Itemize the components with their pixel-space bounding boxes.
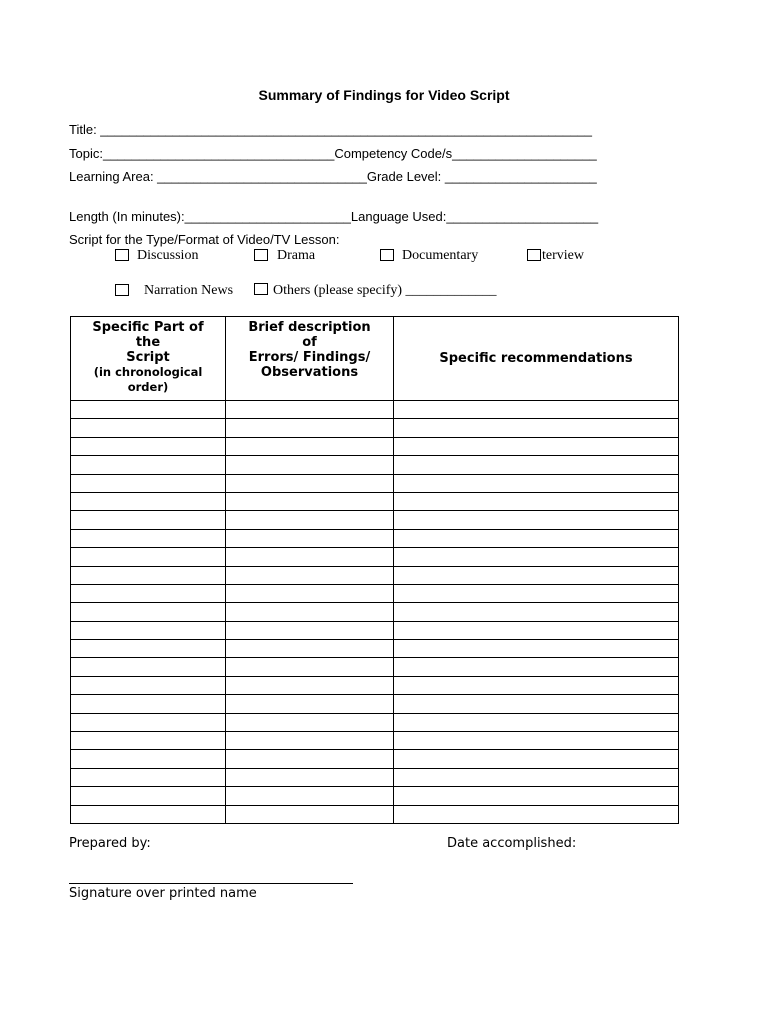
- table-cell[interactable]: [71, 456, 226, 474]
- header-line: the: [135, 335, 161, 350]
- narration-news-label: Narration News: [144, 283, 234, 298]
- others-label[interactable]: Others (please specify) _____________: [273, 283, 497, 298]
- table-cell[interactable]: [71, 732, 226, 750]
- header-line: Observations: [260, 365, 359, 380]
- documentary-label: Documentary: [402, 248, 479, 263]
- table-cell[interactable]: [394, 456, 679, 474]
- others-checkbox[interactable]: [254, 283, 268, 295]
- table-cell[interactable]: [226, 621, 394, 639]
- table-row: [71, 401, 679, 419]
- table-row: [71, 805, 679, 823]
- table-row: [71, 511, 679, 529]
- header-line: (in chronological: [93, 365, 203, 379]
- table-cell[interactable]: [71, 437, 226, 455]
- table-cell[interactable]: [71, 401, 226, 419]
- table-row: [71, 492, 679, 510]
- table-cell[interactable]: [71, 713, 226, 731]
- table-cell[interactable]: [71, 603, 226, 621]
- table-cell[interactable]: [226, 401, 394, 419]
- table-row: [71, 750, 679, 768]
- table-row: [71, 419, 679, 437]
- table-cell[interactable]: [394, 768, 679, 786]
- table-row: [71, 584, 679, 602]
- table-cell[interactable]: [226, 640, 394, 658]
- table-cell[interactable]: [226, 529, 394, 547]
- title-field[interactable]: Title: ____________________________________________________________________: [69, 122, 592, 137]
- signature-line[interactable]: [69, 883, 353, 884]
- table-cell[interactable]: [394, 437, 679, 455]
- table-cell[interactable]: [394, 787, 679, 805]
- table-cell[interactable]: [394, 695, 679, 713]
- table-cell[interactable]: [71, 787, 226, 805]
- table-cell[interactable]: [394, 529, 679, 547]
- table-cell[interactable]: [394, 492, 679, 510]
- table-cell[interactable]: [394, 621, 679, 639]
- table-cell[interactable]: [71, 640, 226, 658]
- table-cell[interactable]: [394, 640, 679, 658]
- table-cell[interactable]: [394, 732, 679, 750]
- table-cell[interactable]: [226, 566, 394, 584]
- table-cell[interactable]: [71, 676, 226, 694]
- header-line: Specific Part of: [92, 320, 204, 335]
- table-cell[interactable]: [71, 474, 226, 492]
- table-cell[interactable]: [71, 548, 226, 566]
- table-cell[interactable]: [71, 621, 226, 639]
- page-title: Summary of Findings for Video Script: [258, 87, 510, 103]
- discussion-label: Discussion: [137, 248, 199, 263]
- table-cell[interactable]: [394, 750, 679, 768]
- table-row: [71, 529, 679, 547]
- table-cell[interactable]: [226, 658, 394, 676]
- script-type-label: Script for the Type/Format of Video/TV Lesson:: [69, 232, 340, 247]
- header-line: order): [127, 380, 169, 394]
- table-cell[interactable]: [226, 603, 394, 621]
- table-cell[interactable]: [226, 584, 394, 602]
- learning-area-grade-field[interactable]: Learning Area: _____________________________Grade Level: _____________________: [69, 169, 597, 184]
- table-cell[interactable]: [71, 584, 226, 602]
- table-row: [71, 713, 679, 731]
- header-line: of: [302, 335, 317, 350]
- discussion-checkbox[interactable]: [115, 249, 129, 261]
- table-row: [71, 437, 679, 455]
- table-row: [71, 732, 679, 750]
- topic-competency-field[interactable]: Topic:________________________________Competency Code/s____________________: [69, 146, 597, 161]
- interview-checkbox[interactable]: [527, 249, 541, 261]
- table-row: [71, 603, 679, 621]
- table-cell[interactable]: [71, 566, 226, 584]
- table-row: [71, 676, 679, 694]
- table-row: [71, 456, 679, 474]
- documentary-checkbox[interactable]: [380, 249, 394, 261]
- table-cell[interactable]: [394, 584, 679, 602]
- table-cell[interactable]: [394, 401, 679, 419]
- table-cell[interactable]: [394, 566, 679, 584]
- table-cell[interactable]: [226, 695, 394, 713]
- table-row: [71, 640, 679, 658]
- table-cell[interactable]: [394, 474, 679, 492]
- table-cell[interactable]: [226, 732, 394, 750]
- table-cell[interactable]: [394, 603, 679, 621]
- header-line: Specific recommendations: [439, 351, 633, 366]
- table-body: [71, 401, 679, 824]
- table-cell[interactable]: [394, 419, 679, 437]
- table-cell[interactable]: [394, 676, 679, 694]
- table-cell[interactable]: [71, 805, 226, 823]
- table-cell[interactable]: [394, 713, 679, 731]
- date-accomplished-label: Date accomplished:: [447, 836, 577, 851]
- table-row: [71, 548, 679, 566]
- table-cell[interactable]: [71, 419, 226, 437]
- header-line: Brief description: [248, 320, 371, 335]
- table-cell[interactable]: [394, 548, 679, 566]
- table-cell[interactable]: [71, 492, 226, 510]
- table-row: [71, 474, 679, 492]
- table-cell[interactable]: [71, 658, 226, 676]
- table-cell[interactable]: [226, 676, 394, 694]
- table-row: [71, 658, 679, 676]
- table-cell[interactable]: [226, 768, 394, 786]
- table-cell[interactable]: [71, 768, 226, 786]
- table-cell[interactable]: [394, 511, 679, 529]
- table-cell[interactable]: [226, 437, 394, 455]
- header-line: Script: [126, 350, 170, 365]
- table-cell[interactable]: [394, 805, 679, 823]
- table-cell[interactable]: [71, 750, 226, 768]
- drama-checkbox[interactable]: [254, 249, 268, 261]
- table-cell[interactable]: [226, 787, 394, 805]
- table-cell[interactable]: [226, 474, 394, 492]
- column-header-script-part: [71, 317, 226, 401]
- table-cell[interactable]: [226, 750, 394, 768]
- table-row: [71, 695, 679, 713]
- table-row: [71, 566, 679, 584]
- length-language-field[interactable]: Length (In minutes):_______________________Language Used:_____________________: [69, 209, 599, 224]
- column-header-description: [226, 317, 394, 401]
- interview-label: terview: [542, 248, 584, 263]
- table-header-row: [71, 317, 679, 401]
- header-line: Errors/ Findings/: [248, 350, 371, 365]
- findings-table: [70, 316, 679, 824]
- table-row: [71, 621, 679, 639]
- table-cell[interactable]: [71, 529, 226, 547]
- signature-caption: Signature over printed name: [69, 886, 257, 901]
- table-cell[interactable]: [226, 805, 394, 823]
- drama-label: Drama: [277, 248, 316, 263]
- table-cell[interactable]: [226, 456, 394, 474]
- column-header-recommendations: [394, 317, 679, 401]
- prepared-by-label: Prepared by:: [69, 836, 151, 851]
- narration-news-checkbox[interactable]: [115, 284, 129, 296]
- table-cell[interactable]: [394, 658, 679, 676]
- table-cell[interactable]: [226, 713, 394, 731]
- table-cell[interactable]: [71, 511, 226, 529]
- table-row: [71, 787, 679, 805]
- table-cell[interactable]: [226, 511, 394, 529]
- table-cell[interactable]: [71, 695, 226, 713]
- table-cell[interactable]: [226, 492, 394, 510]
- table-cell[interactable]: [226, 419, 394, 437]
- table-cell[interactable]: [226, 548, 394, 566]
- table-row: [71, 768, 679, 786]
